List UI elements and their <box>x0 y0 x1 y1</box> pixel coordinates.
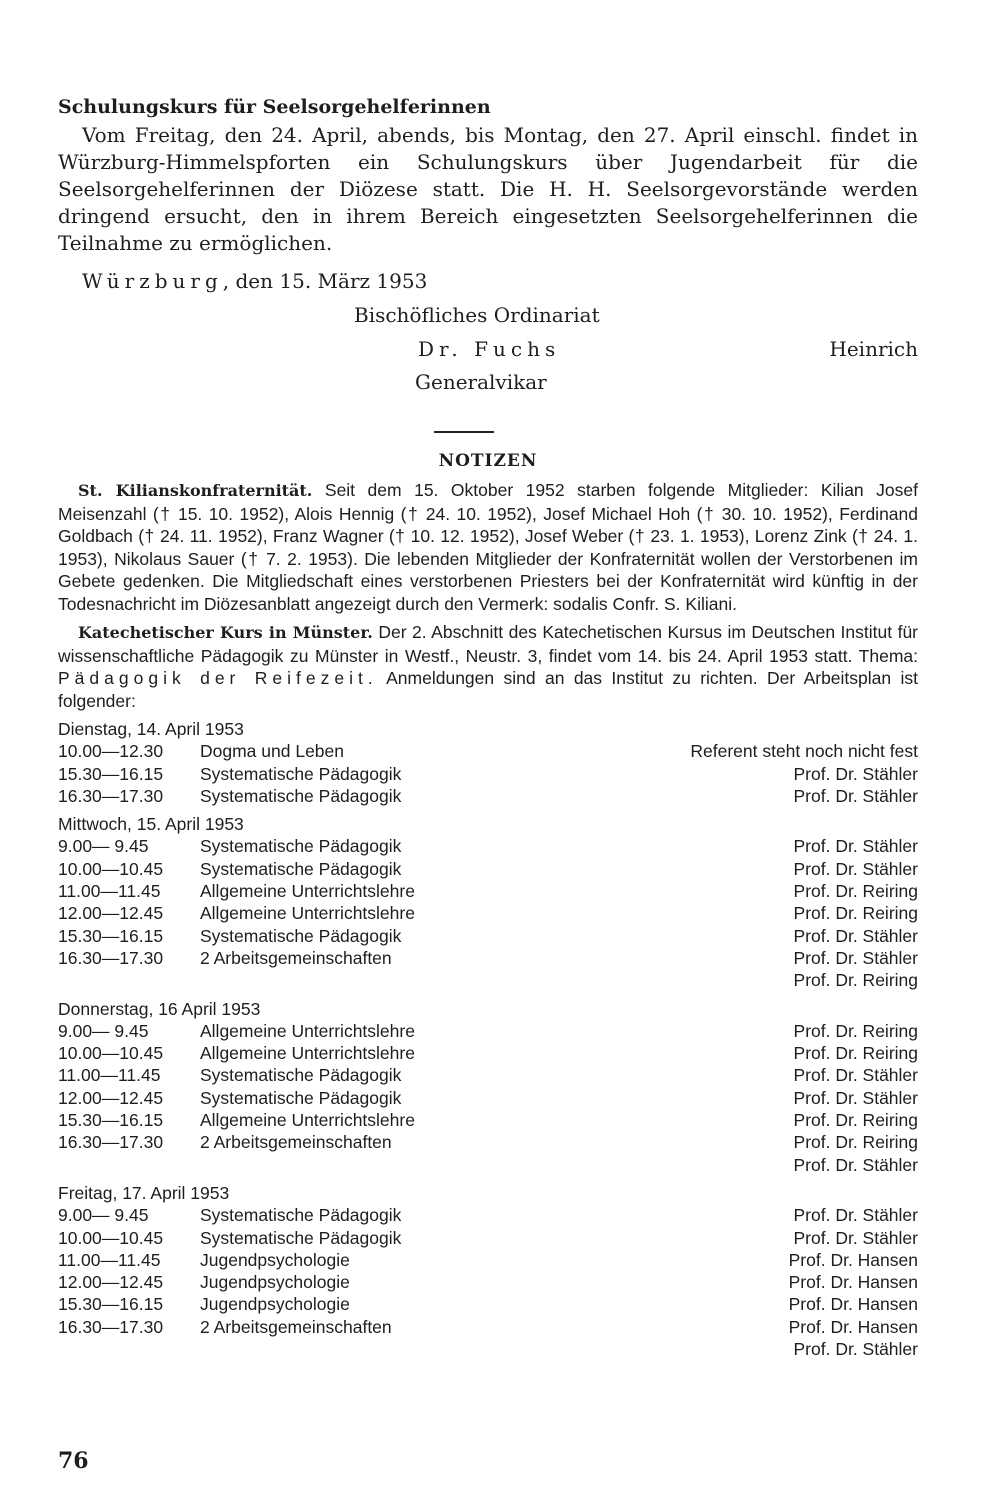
announcement-heading: Schulungskurs für Seelsorgehelferinnen <box>58 96 491 118</box>
schedule-lecturer: Prof. Dr. Stähler <box>793 858 918 879</box>
schedule-lecturer: Prof. Dr. Stähler <box>793 1065 918 1086</box>
schedule-row <box>58 740 918 762</box>
schedule-time: 11.00—11.45 <box>58 881 161 902</box>
schedule-topic: Dogma und Leben <box>200 741 344 762</box>
schedule-lecturers <box>794 1064 919 1086</box>
schedule-lecturer: Prof. Dr. Stähler <box>793 1227 918 1248</box>
schedule-lecturers <box>794 785 919 807</box>
schedule-row <box>58 835 918 857</box>
schedule-day-heading: Donnerstag, 16 April 1953 <box>58 998 261 1019</box>
schedule-row <box>58 880 918 902</box>
schedule-topic: Systematische Pädagogik <box>200 858 402 879</box>
schedule-time: 15.30—16.15 <box>58 1110 164 1131</box>
schedule-lecturer: Prof. Dr. Reiring <box>793 1110 918 1131</box>
schedule-lecturers <box>794 925 919 947</box>
schedule-row <box>58 925 918 947</box>
schedule-lecturers <box>794 880 918 902</box>
schedule-topic: Systematische Pädagogik <box>200 763 402 784</box>
schedule-row <box>58 1064 918 1086</box>
schedule-topic: Systematische Pädagogik <box>200 836 402 857</box>
note-kurs-text-1: Der 2. Abschnitt des Katechetischen Kursus im Deutschen Institut für wissenschaftliche Pädagogik zu Münster in Westf., Neustr. 3, findet vom 14. bis 24. April 1953 statt. Thema: <box>58 622 919 666</box>
schedule-time: 11.00—11.45 <box>58 1249 161 1270</box>
schedule-lecturers <box>794 835 919 857</box>
schedule-row <box>58 763 918 785</box>
schedule-time: 10.00—10.45 <box>58 1227 164 1248</box>
schedule-lecturers <box>794 1020 918 1042</box>
schedule-time: 16.30—17.30 <box>58 947 164 968</box>
schedule-topic: Jugendpsychologie <box>200 1249 350 1270</box>
schedule-lecturer: Prof. Dr. Reiring <box>793 1043 918 1064</box>
note-kilian <box>58 479 918 615</box>
schedule-time: 15.30—16.15 <box>58 763 164 784</box>
note-kurs-lead: Katechetischer Kurs in Münster. <box>78 623 373 642</box>
schedule-topic: 2 Arbeitsgemeinschaften <box>200 947 392 968</box>
schedule-topic: Systematische Pädagogik <box>200 1205 402 1226</box>
signer-name: Dr. Fuchs <box>418 337 561 361</box>
schedule-time: 10.00—10.45 <box>58 1043 164 1064</box>
schedule-day <box>58 718 918 807</box>
schedule-day <box>58 998 918 1176</box>
schedule-lecturer: Prof. Dr. Stähler <box>793 785 918 806</box>
note-kilian-lead: St. Kilianskonfraternität. <box>78 481 313 500</box>
schedule-topic: Allgemeine Unterrichtslehre <box>200 1043 415 1064</box>
schedule-lecturer: Prof. Dr. Stähler <box>793 1205 918 1226</box>
page-number: 76 <box>58 1448 89 1474</box>
schedule-time: 10.00—10.45 <box>58 858 164 879</box>
schedule-time: 10.00—12.30 <box>58 741 164 762</box>
schedule-topic: Allgemeine Unterrichtslehre <box>200 903 415 924</box>
bishop-name: Heinrich <box>829 337 918 361</box>
schedule-row <box>58 1042 918 1064</box>
schedule-topic: 2 Arbeitsgemeinschaften <box>200 1132 392 1153</box>
schedule-time: 15.30—16.15 <box>58 1294 164 1315</box>
office-name: Bischöfliches Ordinariat <box>354 303 600 327</box>
schedule-topic: Systematische Pädagogik <box>200 1227 402 1248</box>
schedule-lecturers <box>794 1042 918 1064</box>
schedule-topic: Allgemeine Unterrichtslehre <box>200 1020 415 1041</box>
schedule-topic: Jugendpsychologie <box>200 1294 350 1315</box>
schedule-day-heading: Dienstag, 14. April 1953 <box>58 719 244 739</box>
schedule-time: 15.30—16.15 <box>58 925 164 946</box>
notes-heading: NOTIZEN <box>438 451 538 471</box>
schedule-lecturer: Prof. Dr. Hansen <box>788 1249 918 1270</box>
schedule-lecturer: Prof. Dr. Stähler <box>793 1154 918 1175</box>
schedule-day-heading: Mittwoch, 15. April 1953 <box>58 814 244 835</box>
schedule-lecturers <box>794 858 919 880</box>
place: Würzburg <box>82 269 223 293</box>
schedule-topic: Systematische Pädagogik <box>200 925 402 946</box>
schedule-lecturers <box>794 947 919 992</box>
schedule-lecturers <box>794 1204 919 1226</box>
schedule-lecturer: Prof. Dr. Hansen <box>788 1294 918 1315</box>
schedule-lecturers <box>794 763 919 785</box>
note-kilian-text: Seit dem 15. Oktober 1952 starben folgende Mitglieder: Kilian Josef Meisenzahl († 15. 10. 1952), Alois Hennig († 24. 10. 1952), Josef Michael Hoh († 30. 10. 1952), Ferdinand Goldbach († 24. 11. 1952), Franz Wagner († 10. 12. 1952), Josef Weber († 23. 1. 1953), Lorenz Zink († 24. 1. 1953), Nikolaus Sauer († 7. 2. 1953). Die lebenden Mitglieder der Konfraternität wollen der Verstorbenen im Gebete gedenken. Die Mitgliedschaft eines verstorbenen Priesters bei der Konfraternität wird künftig in der Todesnachricht im Diözesanblatt angezeigt durch den Vermerk: sodalis Confr. S. Kiliani. <box>58 480 918 614</box>
schedule-lecturer: Prof. Dr. Stähler <box>793 947 918 968</box>
schedule-topic: Systematische Pädagogik <box>200 1065 402 1086</box>
schedule-row <box>58 1271 918 1293</box>
schedule-row <box>58 1020 918 1042</box>
schedule-lecturer: Prof. Dr. Reiring <box>793 881 918 902</box>
schedule-time: 16.30—17.30 <box>58 785 164 806</box>
schedule-topic: Allgemeine Unterrichtslehre <box>200 881 415 902</box>
schedule-row <box>58 947 918 992</box>
schedule-time: 9.00— 9.45 <box>58 1205 149 1226</box>
schedule-lecturers <box>789 1316 918 1361</box>
schedule-time: 16.30—17.30 <box>58 1316 164 1337</box>
schedule-time: 11.00—11.45 <box>58 1065 161 1086</box>
schedule-time: 9.00— 9.45 <box>58 836 149 857</box>
document-page <box>58 96 918 1366</box>
schedule-lecturer: Prof. Dr. Stähler <box>793 1087 918 1108</box>
schedule-lecturer: Prof. Dr. Stähler <box>793 763 918 784</box>
schedule-lecturer: Prof. Dr. Stähler <box>793 836 918 857</box>
schedule-lecturers <box>789 1293 918 1315</box>
schedule-lecturer: Prof. Dr. Stähler <box>793 925 918 946</box>
schedule-row <box>58 1293 918 1315</box>
schedule-time: 12.00—12.45 <box>58 1087 164 1108</box>
schedule-topic: Jugendpsychologie <box>200 1272 350 1293</box>
schedule-row <box>58 1131 918 1176</box>
schedule-time: 12.00—12.45 <box>58 903 164 924</box>
schedule-row <box>58 785 918 807</box>
signer-title: Generalvikar <box>415 370 547 394</box>
schedule-lecturers <box>789 1271 918 1293</box>
schedule-lecturer: Prof. Dr. Hansen <box>788 1272 918 1293</box>
section-divider <box>434 431 494 433</box>
schedule-lecturer: Prof. Dr. Reiring <box>793 903 918 924</box>
work-schedule <box>58 718 918 1360</box>
signoff-block <box>58 293 918 413</box>
schedule-row <box>58 1249 918 1271</box>
schedule-row <box>58 858 918 880</box>
schedule-topic: 2 Arbeitsgemeinschaften <box>200 1316 392 1337</box>
schedule-row <box>58 902 918 924</box>
schedule-row <box>58 1316 918 1361</box>
schedule-row <box>58 1087 918 1109</box>
schedule-topic: Systematische Pädagogik <box>200 785 402 806</box>
schedule-topic: Systematische Pädagogik <box>200 1087 402 1108</box>
schedule-lecturers <box>794 1109 918 1131</box>
note-kurs-text-2: Anmeldungen sind an das Institut zu richten. Der Arbeitsplan ist folgender: <box>58 668 919 711</box>
schedule-lecturers <box>789 1249 918 1271</box>
schedule-time: 12.00—12.45 <box>58 1272 164 1293</box>
note-kurs <box>58 621 918 712</box>
schedule-row <box>58 1204 918 1226</box>
schedule-topic: Allgemeine Unterrichtslehre <box>200 1110 415 1131</box>
schedule-lecturers <box>794 1087 919 1109</box>
place-date-line <box>82 269 918 293</box>
schedule-lecturers <box>794 902 918 924</box>
schedule-day-heading: Freitag, 17. April 1953 <box>58 1182 230 1203</box>
schedule-day <box>58 1182 918 1360</box>
schedule-lecturer: Prof. Dr. Reiring <box>793 1020 918 1041</box>
schedule-lecturer: Prof. Dr. Reiring <box>793 1132 918 1153</box>
schedule-lecturers <box>690 740 918 762</box>
schedule-lecturers <box>794 1131 919 1176</box>
schedule-lecturer: Prof. Dr. Hansen <box>788 1316 918 1337</box>
schedule-day <box>58 813 918 991</box>
announcement-body: Vom Freitag, den 24. April, abends, bis Montag, den 27. April einschl. findet in Würzburg-Himmelspforten ein Schulungskurs über Jugendarbeit für die Seelsorgehelferinnen der Diözese statt. Die H. H. Seelsorgevorstände werden dringend ersucht, den in ihrem Bereich eingesetzten Seelsorgehelferinnen die Teilnahme zu ermöglichen. <box>58 123 918 255</box>
schedule-lecturers <box>794 1227 919 1249</box>
note-kurs-theme: Pädagogik der Reifezeit. <box>58 668 378 688</box>
date: , den 15. März 1953 <box>222 269 428 293</box>
schedule-row <box>58 1109 918 1131</box>
schedule-row <box>58 1227 918 1249</box>
schedule-lecturer: Prof. Dr. Reiring <box>793 970 918 991</box>
schedule-time: 9.00— 9.45 <box>58 1020 149 1041</box>
schedule-lecturer: Prof. Dr. Stähler <box>793 1339 918 1360</box>
schedule-lecturer: Referent steht noch nicht fest <box>690 741 918 762</box>
schedule-time: 16.30—17.30 <box>58 1132 164 1153</box>
